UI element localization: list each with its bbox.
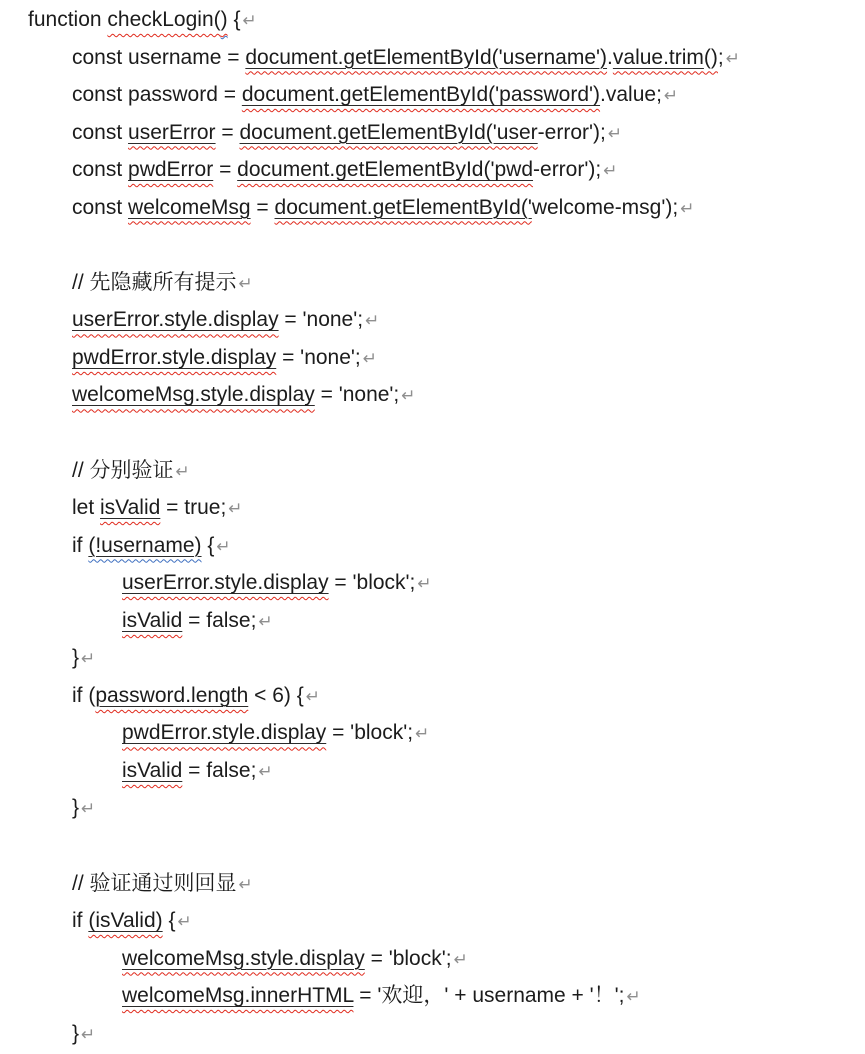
code-line xyxy=(0,940,865,978)
spell-error-squiggle: isValid xyxy=(122,608,183,632)
underlined-token xyxy=(122,984,353,1007)
code-line xyxy=(0,677,865,715)
paragraph-mark-icon: ↵ xyxy=(81,799,96,819)
code-line xyxy=(0,527,865,565)
spell-error-squiggle: document.getElementById(' xyxy=(274,195,532,219)
code-line xyxy=(0,376,865,414)
code-segment: const xyxy=(72,158,129,182)
code-line xyxy=(0,602,865,640)
code-segment: const xyxy=(72,195,129,219)
blank-line xyxy=(0,414,865,452)
underlined-token xyxy=(95,684,248,707)
grammar-error-squiggle: ) xyxy=(220,8,228,31)
underlined-token xyxy=(240,121,538,144)
code-segment: = xyxy=(213,158,238,182)
code-segment: { xyxy=(201,533,215,557)
code-segment: < 6) { xyxy=(248,683,304,707)
code-segment: } xyxy=(72,646,80,670)
spell-error-squiggle: (isValid) xyxy=(88,909,163,933)
code-segment: -error'); xyxy=(537,120,606,144)
underlined-token xyxy=(88,909,162,932)
paragraph-mark-icon: ↵ xyxy=(663,86,679,106)
spell-error-squiggle: userError xyxy=(128,120,216,144)
code-segment: const username = xyxy=(72,45,246,69)
paragraph-mark-icon: ↵ xyxy=(81,1024,96,1044)
underlined-token xyxy=(88,534,201,557)
underlined-token xyxy=(128,158,213,181)
paragraph-mark-icon: ↵ xyxy=(603,161,618,181)
code-line xyxy=(0,452,865,490)
blank-line xyxy=(0,827,865,865)
code-line xyxy=(0,977,865,1015)
spell-error-squiggle: isValid xyxy=(122,758,183,782)
paragraph-mark-icon: ↵ xyxy=(81,649,96,669)
underlined-token xyxy=(128,121,216,144)
code-segment: let xyxy=(72,496,101,520)
code-segment: = 'none'; xyxy=(314,383,400,407)
code-line xyxy=(0,1015,865,1053)
spell-grammar-overlap-squiggle xyxy=(221,8,228,31)
spell-error-squiggle: welcomeMsg.innerHTML xyxy=(122,984,354,1008)
underlined-token xyxy=(72,383,315,406)
code-segment: { xyxy=(227,8,241,31)
code-segment: = 'block'; xyxy=(364,946,452,970)
code-segment: const xyxy=(72,120,129,144)
code-segment: .value; xyxy=(600,83,662,107)
code-segment: ; xyxy=(717,45,724,69)
code-segment: = xyxy=(215,120,240,144)
paragraph-mark-icon: ↵ xyxy=(415,724,430,744)
code-segment: welcome-msg'); xyxy=(531,195,679,219)
code-segment: const password = xyxy=(72,83,242,107)
paragraph-mark-icon: ↵ xyxy=(607,123,623,143)
code-segment: // 先隐藏所有提示 xyxy=(72,270,237,294)
code-line xyxy=(0,639,865,677)
underlined-token xyxy=(72,308,279,331)
paragraph-mark-icon: ↵ xyxy=(228,499,243,519)
code-line xyxy=(0,339,865,377)
code-line xyxy=(0,1,865,39)
code-segment: if xyxy=(72,909,89,933)
code-line xyxy=(0,76,865,114)
spell-error-squiggle: pwdError xyxy=(128,158,214,182)
spell-error-squiggle: checkLogin( xyxy=(107,8,221,31)
paragraph-mark-icon: ↵ xyxy=(242,11,257,30)
code-line xyxy=(0,189,865,227)
code-block xyxy=(0,1,865,1052)
code-segment: . xyxy=(607,45,613,69)
spell-error-squiggle: userError.style.display xyxy=(72,308,279,332)
code-line xyxy=(0,489,865,527)
paragraph-mark-icon: ↵ xyxy=(238,874,253,894)
spell-error-squiggle: userError.style.display xyxy=(122,571,329,595)
code-line xyxy=(0,865,865,903)
grammar-error-squiggle: (!username) xyxy=(88,533,202,557)
code-segment: function xyxy=(28,8,108,31)
underlined-token xyxy=(128,196,251,219)
spell-error-squiggle: pwdError.style.display xyxy=(72,345,277,369)
spell-error-squiggle: document.getElementById('user xyxy=(239,120,538,144)
spell-error-squiggle: isValid xyxy=(100,496,161,520)
code-segment: = 'block'; xyxy=(326,721,414,745)
paragraph-mark-icon: ↵ xyxy=(725,48,741,68)
spell-error-squiggle: document.getElementById('username') xyxy=(245,45,608,69)
spell-error-squiggle: pwdError.style.display xyxy=(122,721,327,745)
code-line xyxy=(0,39,865,77)
paragraph-mark-icon: ↵ xyxy=(238,273,253,293)
underlined-token xyxy=(245,46,607,69)
code-segment: = '欢迎，' + username + '！'; xyxy=(353,984,625,1008)
underlined-token xyxy=(72,346,276,369)
code-line xyxy=(0,151,865,189)
spell-error-squiggle: document.getElementById('pwd xyxy=(237,158,534,182)
code-segment: = 'none'; xyxy=(278,308,364,332)
paragraph-mark-icon: ↵ xyxy=(365,311,380,331)
paragraph-mark-icon: ↵ xyxy=(362,348,378,368)
paragraph-mark-icon: ↵ xyxy=(177,912,192,932)
code-segment: = xyxy=(250,195,275,219)
paragraph-mark-icon: ↵ xyxy=(626,987,641,1007)
code-line xyxy=(0,114,865,152)
spell-error-squiggle: welcomeMsg xyxy=(128,195,251,219)
paragraph-mark-icon: ↵ xyxy=(453,949,468,969)
paragraph-mark-icon: ↵ xyxy=(175,461,190,481)
underlined-token xyxy=(242,83,600,106)
code-segment: = true; xyxy=(160,496,227,520)
code-line xyxy=(0,752,865,790)
code-segment: = 'block'; xyxy=(328,571,416,595)
code-line xyxy=(0,301,865,339)
spell-error-squiggle: document.getElementById('password') xyxy=(241,83,601,107)
code-line xyxy=(0,789,865,827)
code-segment: // 验证通过则回显 xyxy=(72,871,237,895)
spell-error-squiggle: () xyxy=(703,45,718,69)
paragraph-mark-icon: ↵ xyxy=(417,574,432,594)
paragraph-mark-icon: ↵ xyxy=(258,611,273,631)
underlined-token xyxy=(122,947,365,970)
code-line xyxy=(0,714,865,752)
code-segment: if xyxy=(72,533,89,557)
underlined-token xyxy=(122,609,182,632)
code-segment: -error'); xyxy=(533,158,602,182)
code-segment: } xyxy=(72,1021,80,1045)
code-line xyxy=(0,902,865,940)
underlined-token xyxy=(275,196,532,219)
underlined-token xyxy=(100,496,160,519)
code-segment: // 分别验证 xyxy=(72,458,174,482)
underlined-token xyxy=(237,158,533,181)
paragraph-mark-icon: ↵ xyxy=(401,386,416,406)
code-segment: = false; xyxy=(182,608,257,632)
blank-line xyxy=(0,226,865,264)
code-segment: if ( xyxy=(72,683,96,707)
underlined-token xyxy=(613,46,704,69)
paragraph-mark-icon: ↵ xyxy=(305,686,320,706)
spell-error-squiggle: welcomeMsg.style.display xyxy=(72,383,315,407)
paragraph-mark-icon: ↵ xyxy=(258,761,273,781)
code-segment: } xyxy=(72,796,80,820)
code-line xyxy=(0,264,865,302)
spell-error-squiggle: password.length xyxy=(95,683,249,707)
code-line xyxy=(0,564,865,602)
code-segment: { xyxy=(162,909,176,933)
code-segment: = false; xyxy=(182,758,257,782)
spell-error-squiggle: welcomeMsg.style.display xyxy=(122,946,365,970)
underlined-token xyxy=(122,571,329,594)
underlined-token xyxy=(122,759,182,782)
underlined-token xyxy=(122,721,326,744)
spell-error-squiggle: value.trim xyxy=(612,45,704,69)
paragraph-mark-icon: ↵ xyxy=(216,536,231,556)
paragraph-mark-icon: ↵ xyxy=(680,198,695,218)
code-segment: = 'none'; xyxy=(276,345,361,369)
